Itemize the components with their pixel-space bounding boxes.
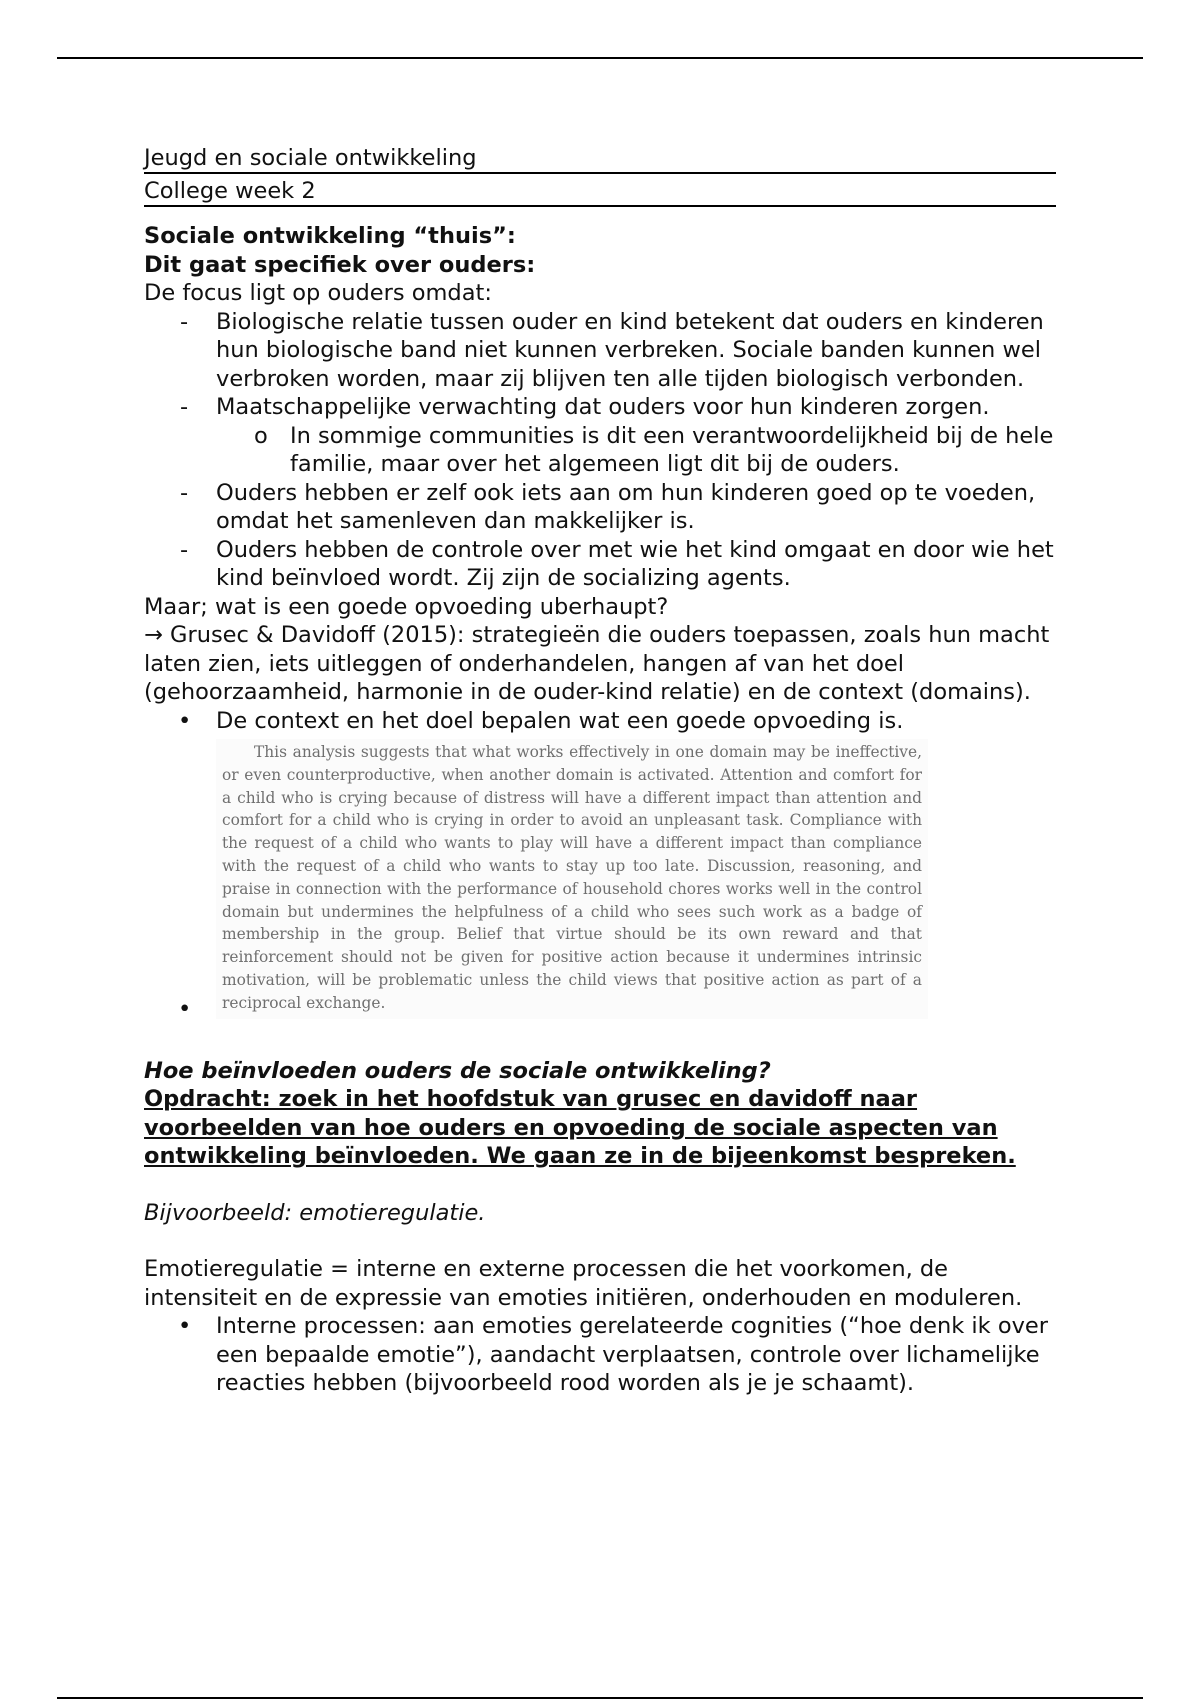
document-content (144, 144, 1064, 1398)
section-subheading-ouders: Dit gaat specifiek over ouders: (144, 251, 536, 278)
internal-processes-list (144, 1312, 1064, 1398)
reasons-list-continued (144, 479, 1064, 593)
week-title: College week 2 (144, 177, 1056, 207)
focus-intro: De focus ligt op ouders omdat: (144, 280, 492, 306)
page-top-rule (57, 57, 1143, 59)
good-parenting-question: Maar; wat is een goede opvoeding uberhaupt? (144, 593, 669, 620)
sub-list-item: o In sommige communities is dit een verantwoordelijkheid bij de hele familie, maar over het algemeen ligt dit bij de ouders. (144, 422, 1064, 479)
course-title: Jeugd en sociale ontwikkeling (144, 144, 1056, 174)
page-bottom-rule (57, 1697, 1143, 1699)
list-item: • De context en het doel bepalen wat een goede opvoeding is. (144, 707, 1064, 736)
emotion-regulation-definition: Emotieregulatie = interne en externe processen die het voorkomen, de intensiteit en de expressie van emoties initiëren, onderhouden en moduleren. (144, 1256, 1023, 1311)
grusec-davidoff-paragraph: → Grusec & Davidoff (2015): strategieën die ouders toepassen, zoals hun macht laten zien, iets uitleggen of onderhandelen, hangen af van het doel (gehoorzaamheid, harmonie in de ouder-kind relatie) en de context (domains). (144, 622, 1050, 705)
list-item: • Interne processen: aan emoties gerelateerde cognities (“hoe denk ik over een bepaalde emotie”), aandacht verplaatsen, controle over lichamelijke reacties hebben (bijvoorbeeld rood worden als je je schaamt). (144, 1312, 1064, 1398)
assignment-text: Opdracht: zoek in het hoofdstuk van grusec en davidoff naar voorbeelden van hoe ouders en opvoeding de sociale aspecten van ontwikkeling beïnvloeden. We gaan ze in de bijeenkomst bespreken. (144, 1086, 1016, 1170)
list-item: - Ouders hebben er zelf ook iets aan om hun kinderen goed op te voeden, omdat het samenleven dan makkelijker is. (144, 479, 1064, 536)
reasons-list (144, 308, 1064, 422)
book-excerpt-image: This analysis suggests that what works effectively in one domain may be ineffective, or even counterproductive, when another domain is activated. Attention and comfort for a child who is crying because of distress will have a different impact than attention and comfort for a child who is crying in order to avoid an unpleasant task. Compliance with the request of a child who wants to play will have a different impact than compliance with the request of a child who wants to stay up too late. Discussion, reasoning, and praise in connection with the performance of household chores works well in the control domain but undermines the helpfulness of a child who sees such work as a badge of membership in the group. Belief that virtue should be its own reward and that reinforcement should not be given for positive action because it undermines intrinsic motivation, will be problematic unless the child views that positive action as part of a reciprocal exchange. (216, 739, 928, 1019)
influence-heading: Hoe beïnvloeden ouders de sociale ontwikkeling? (144, 1057, 771, 1084)
section-heading-thuis: Sociale ontwikkeling “thuis”: (144, 223, 516, 249)
context-bullet-list (144, 707, 1064, 736)
sub-list (144, 422, 1064, 479)
example-label: Bijvoorbeeld: emotieregulatie. (144, 1199, 486, 1226)
list-item: - Ouders hebben de controle over met wie het kind omgaat en door wie het kind beïnvloed wordt. Zij zijn de socializing agents. (144, 536, 1064, 593)
list-item: - Biologische relatie tussen ouder en kind betekent dat ouders en kinderen hun biologische band niet kunnen verbreken. Sociale banden kunnen wel verbroken worden, maar zij blijven ten alle tijden biologisch verbonden. (144, 308, 1064, 394)
list-item: - Maatschappelijke verwachting dat ouders voor hun kinderen zorgen. (144, 393, 1064, 422)
empty-bullet: • (178, 995, 192, 1022)
